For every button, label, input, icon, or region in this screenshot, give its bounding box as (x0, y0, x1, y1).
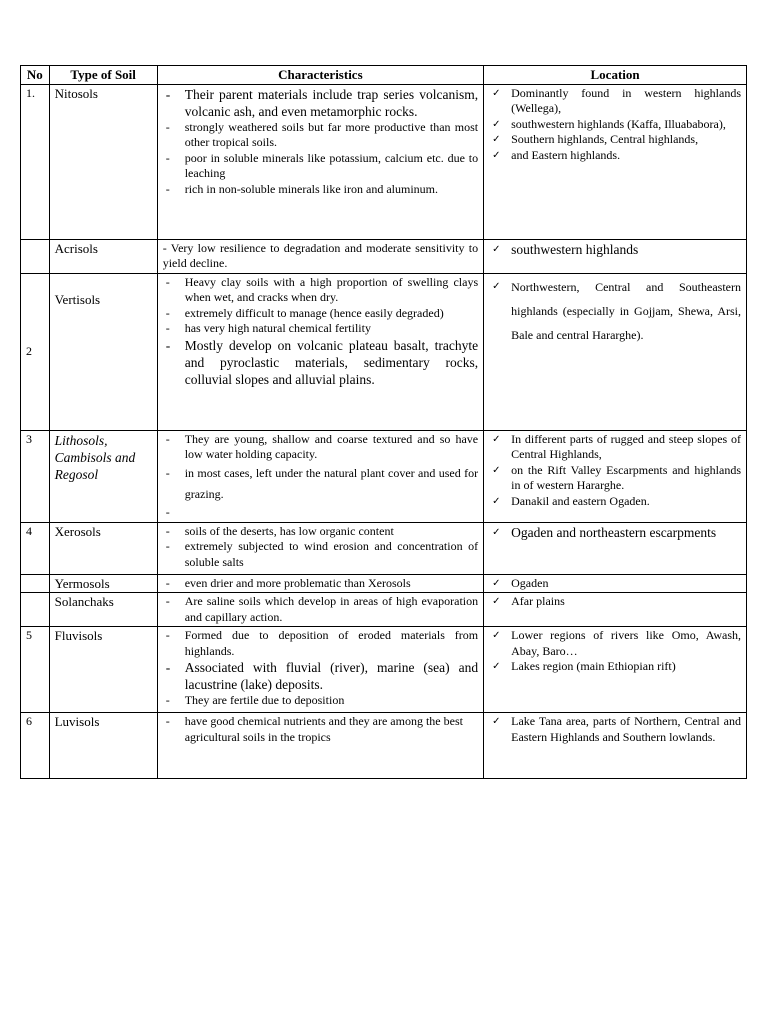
soil-type: Luvisols (49, 713, 157, 779)
row-number: 4 (21, 522, 50, 574)
location-item: ✓ Southern highlands, Central highlands, (489, 132, 741, 148)
table-row (21, 239, 747, 273)
soil-type: Solanchaks (49, 593, 157, 627)
row-number: 3 (21, 430, 50, 522)
soil-type: Xerosols (49, 522, 157, 574)
characteristics-cell (157, 522, 483, 574)
location-cell (484, 273, 747, 430)
table-row (21, 273, 747, 430)
characteristic-item: - has very high natural chemical fertility (163, 321, 478, 337)
soil-type: Lithosols, Cambisols and Regosol (49, 430, 157, 522)
location-item: ✓ Danakil and eastern Ogaden. (489, 494, 741, 510)
header-characteristics: Characteristics (157, 66, 483, 85)
location-cell (484, 574, 747, 593)
location-item: ✓ Northwestern, Central and Southeastern highlands (especially in Gojjam, Shewa, Arsi, Bale and central Hararghe). (489, 275, 741, 347)
table-row (21, 430, 747, 522)
soil-type: Nitosols (49, 84, 157, 239)
characteristic-item: - They are young, shallow and coarse textured and so have low water holding capacity. (163, 432, 478, 463)
characteristic-item: - rich in non-soluble minerals like iron and aluminum. (163, 182, 478, 198)
characteristic-item: - have good chemical nutrients and they are among the best agricultural soils in the tropics (163, 714, 478, 745)
row-number (21, 574, 50, 593)
row-number: 5 (21, 627, 50, 713)
location-item: ✓ Ogaden and northeastern escarpments (489, 524, 741, 541)
characteristics-cell (157, 430, 483, 522)
characteristic-item: - extremely subjected to wind erosion and concentration of soluble salts (163, 539, 478, 570)
table-row (21, 627, 747, 713)
table-row (21, 713, 747, 779)
soil-type: Yermosols (49, 574, 157, 593)
characteristic-item: - soils of the deserts, has low organic content (163, 524, 478, 540)
location-item: ✓ and Eastern highlands. (489, 148, 741, 164)
characteristic-item: - extremely difficult to manage (hence easily degraded) (163, 306, 478, 322)
header-type-of-soil: Type of Soil (49, 66, 157, 85)
location-item: ✓ Dominantly found in western highlands (Wellega), (489, 86, 741, 117)
location-cell (484, 430, 747, 522)
characteristics-cell: - Very low resilience to degradation and moderate sensitivity to yield decline. (157, 239, 483, 273)
characteristics-cell (157, 627, 483, 713)
row-number (21, 239, 50, 273)
row-number: 2 (21, 273, 50, 430)
location-item: ✓ southwestern highlands (Kaffa, Illuababora), (489, 117, 741, 133)
location-cell (484, 713, 747, 779)
row-number: 1. (21, 84, 50, 239)
characteristic-item (163, 505, 478, 520)
location-cell (484, 84, 747, 239)
location-item: ✓ Lakes region (main Ethiopian rift) (489, 659, 741, 675)
table-row (21, 84, 747, 239)
characteristic-item: - Their parent materials include trap series volcanism, volcanic ash, and even metamorphic rocks. (163, 86, 478, 120)
characteristic-item: - Formed due to deposition of eroded materials from highlands. (163, 628, 478, 659)
soil-type: Acrisols (49, 239, 157, 273)
location-cell (484, 593, 747, 627)
characteristic-item: - even drier and more problematic than Xerosols (163, 576, 478, 592)
characteristic-item: - Associated with fluvial (river), marine (sea) and lacustrine (lake) deposits. (163, 659, 478, 693)
location-cell (484, 239, 747, 273)
soil-types-table (20, 65, 747, 779)
characteristic-item: - Mostly develop on volcanic plateau basalt, trachyte and pyroclastic materials, sedimentary rocks, colluvial slopes and alluvial plains. (163, 337, 478, 388)
characteristic-item: - in most cases, left under the natural plant cover and used for grazing. (163, 463, 478, 505)
characteristics-cell (157, 273, 483, 430)
soil-type: Fluvisols (49, 627, 157, 713)
table-row (21, 574, 747, 593)
location-item: ✓ Afar plains (489, 594, 741, 610)
table-row (21, 522, 747, 574)
location-item: ✓ Lower regions of rivers like Omo, Awash, Abay, Baro… (489, 628, 741, 659)
characteristic-item: - They are fertile due to deposition (163, 693, 478, 709)
location-cell (484, 522, 747, 574)
location-item: ✓ on the Rift Valley Escarpments and highlands in of western Hararghe. (489, 463, 741, 494)
characteristics-cell (157, 574, 483, 593)
location-item: ✓ Ogaden (489, 576, 741, 592)
table-row (21, 593, 747, 627)
characteristics-cell (157, 713, 483, 779)
characteristics-cell (157, 84, 483, 239)
header-no: No (21, 66, 50, 85)
characteristic-item: - strongly weathered soils but far more productive than most other tropical soils. (163, 120, 478, 151)
characteristic-item: - Heavy clay soils with a high proportion of swelling clays when wet, and cracks when dry. (163, 275, 478, 306)
location-cell (484, 627, 747, 713)
header-row (21, 66, 747, 85)
soil-type: Vertisols (49, 273, 157, 430)
characteristic-item: - poor in soluble minerals like potassium, calcium etc. due to leaching (163, 151, 478, 182)
characteristic-item: - Are saline soils which develop in areas of high evaporation and capillary action. (163, 594, 478, 625)
location-item: ✓ southwestern highlands (489, 241, 741, 258)
row-number: 6 (21, 713, 50, 779)
location-item: ✓ In different parts of rugged and steep slopes of Central Highlands, (489, 432, 741, 463)
row-number (21, 593, 50, 627)
characteristics-cell (157, 593, 483, 627)
header-location: Location (484, 66, 747, 85)
location-item: ✓ Lake Tana area, parts of Northern, Central and Eastern Highlands and Southern lowlands. (489, 714, 741, 745)
